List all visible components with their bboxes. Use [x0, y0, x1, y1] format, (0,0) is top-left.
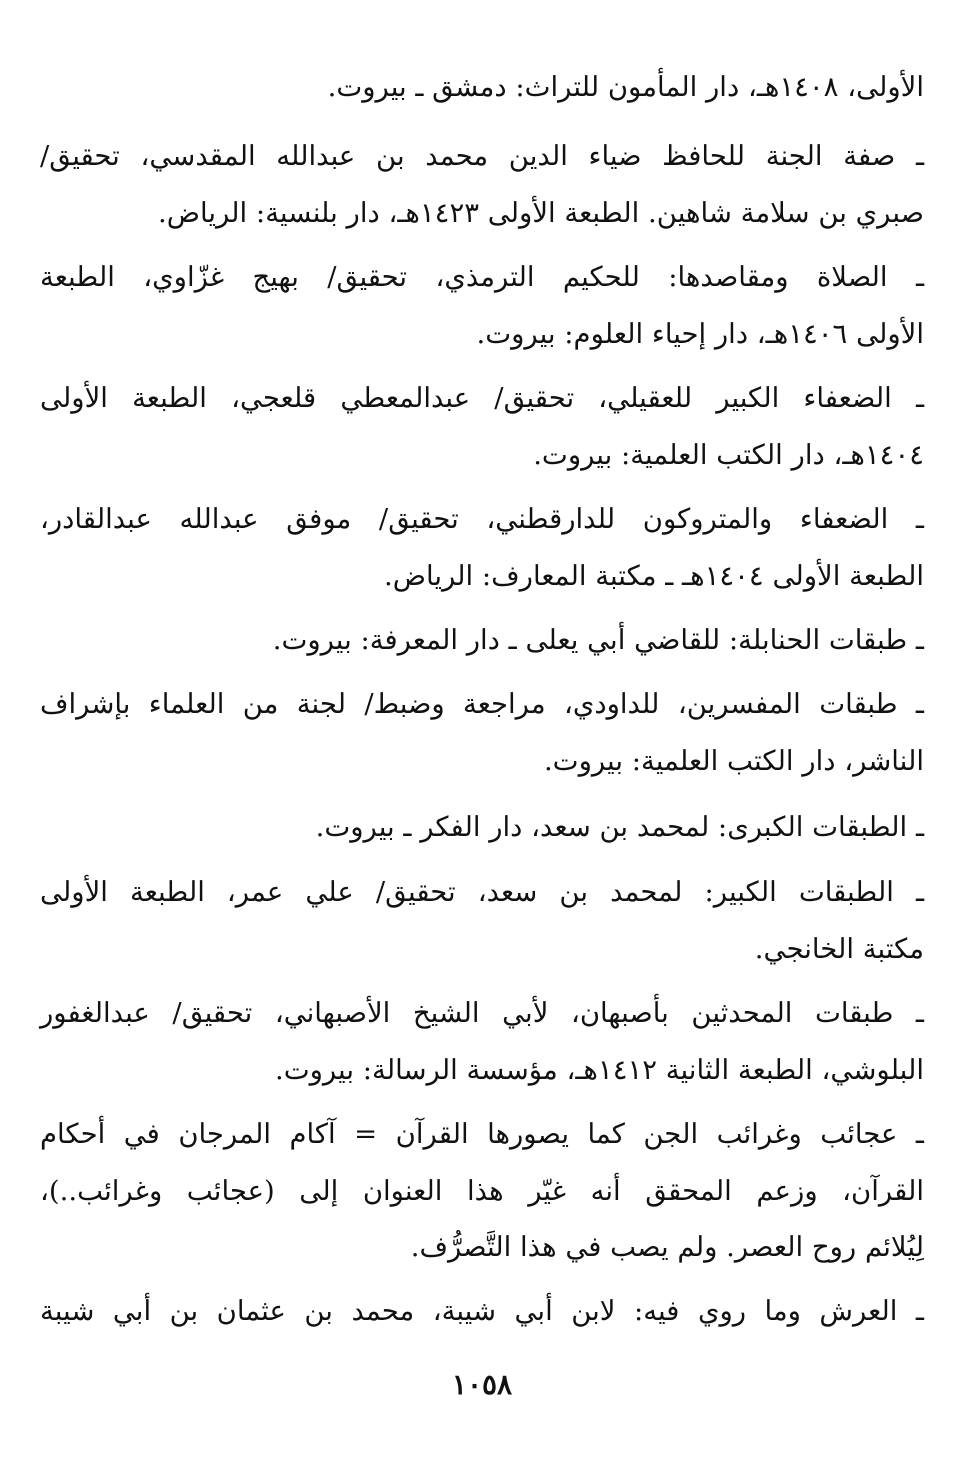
text-line: صبري بن سلامة شاهين. الطبعة الأولى ١٤٢٣هـ، دار بلنسية: الرياض.	[157, 197, 924, 229]
text-line: ـ العرش وما روي فيه: لابن أبي شيبة، محمد بن عثمان بن أبي شيبة	[40, 1295, 924, 1327]
text-line: ـ الطبقات الكبير: لمحمد بن سعد، تحقيق/ علي عمر، الطبعة الأولى	[40, 876, 924, 908]
text-line: ـ طبقات المحدثين بأصبهان، لأبي الشيخ الأصبهاني، تحقيق/ عبدالغفور	[40, 997, 924, 1029]
text-line: ـ الضعفاء الكبير للعقيلي، تحقيق/ عبدالمعطي قلعجي، الطبعة الأولى	[40, 382, 924, 414]
bibliography-page	[40, 0, 924, 1463]
text-line: ـ طبقات الحنابلة: للقاضي أبي يعلى ـ دار المعرفة: بيروت.	[272, 624, 924, 656]
page-number: ١٠٥٨	[451, 1368, 513, 1401]
text-line: الأولى، ١٤٠٨هـ، دار المأمون للتراث: دمشق ـ بيروت.	[327, 71, 924, 103]
text-line: الناشر، دار الكتب العلمية: بيروت.	[543, 745, 924, 777]
text-line: ـ الصلاة ومقاصدها: للحكيم الترمذي، تحقيق/ بهيج غزّاوي، الطبعة	[40, 261, 924, 293]
text-line: القرآن، وزعم المحقق أنه غيّر هذا العنوان إلى (عجائب وغرائب..)،	[40, 1175, 924, 1207]
text-line: الطبعة الأولى ١٤٠٤هـ ـ مكتبة المعارف: الرياض.	[383, 560, 924, 592]
text-line: البلوشي، الطبعة الثانية ١٤١٢هـ، مؤسسة الرسالة: بيروت.	[274, 1054, 924, 1086]
text-line: مكتبة الخانجي.	[754, 933, 924, 965]
text-line: ـ عجائب وغرائب الجن كما يصورها القرآن = آكام المرجان في أحكام	[40, 1118, 924, 1150]
text-line: ـ صفة الجنة للحافظ ضياء الدين محمد بن عبدالله المقدسي، تحقيق/	[40, 140, 924, 172]
text-line: الأولى ١٤٠٦هـ، دار إحياء العلوم: بيروت.	[476, 318, 924, 350]
text-line: لِيُلائم روح العصر. ولم يصب في هذا التَّصرُّف.	[410, 1231, 924, 1263]
text-line: ـ الطبقات الكبرى: لمحمد بن سعد، دار الفكر ـ بيروت.	[315, 811, 924, 843]
text-line: ١٤٠٤هـ، دار الكتب العلمية: بيروت.	[533, 439, 924, 471]
text-line: ـ الضعفاء والمتروكون للدارقطني، تحقيق/ موفق عبدالله عبدالقادر،	[40, 503, 924, 535]
text-line: ـ طبقات المفسرين، للداودي، مراجعة وضبط/ لجنة من العلماء بإشراف	[40, 688, 924, 720]
